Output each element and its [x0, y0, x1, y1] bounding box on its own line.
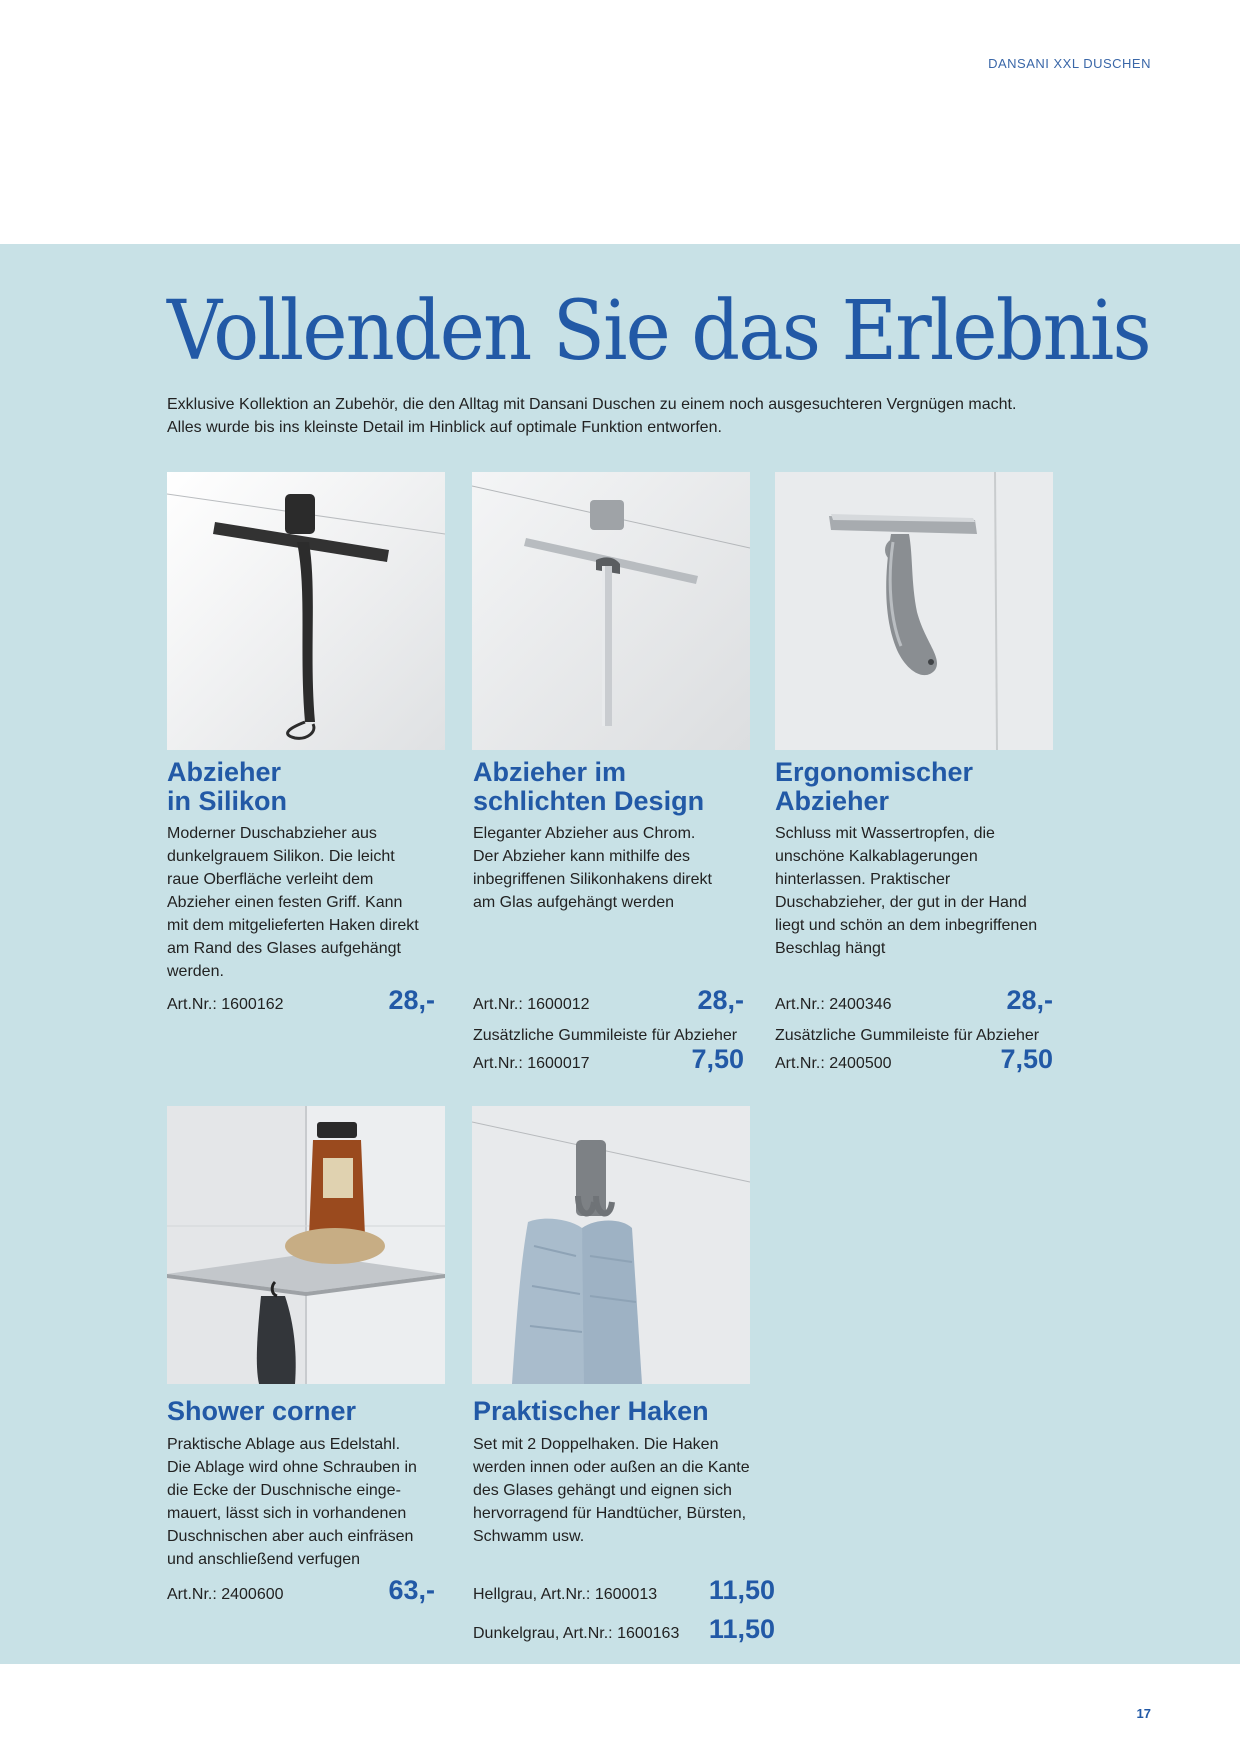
page-title: Vollenden Sie das Erlebnis	[167, 284, 1150, 379]
description-line: inbegriffenen Silikonhakens direkt	[473, 871, 712, 888]
squeegee-image	[472, 472, 750, 750]
description-line: Praktische Ablage aus Edelstahl.	[167, 1436, 401, 1453]
description-line: raue Oberfläche verleiht dem	[167, 871, 374, 888]
price: 11,50	[708, 1614, 775, 1644]
article-number: Art.Nr.: 2400346	[775, 996, 892, 1013]
product-title-line: Abzieher im	[473, 757, 627, 787]
product-title-line: Abzieher	[167, 757, 282, 787]
product-title	[473, 1397, 709, 1426]
description-line: Schwamm usw.	[473, 1528, 585, 1545]
running-header: DANSANI XXL DUSCHEN	[988, 56, 1151, 71]
description-line: am Glas aufgehängt werden	[473, 894, 675, 911]
description-line: des Glases gehängt und eignen sich	[473, 1482, 732, 1499]
product-photo-practical-hook	[472, 1106, 750, 1384]
extra-price-row	[473, 1043, 744, 1075]
extra-price-row	[775, 1043, 1053, 1075]
product-title-line: in Silikon	[167, 786, 288, 816]
article-number: Art.Nr.: 1600012	[473, 996, 590, 1013]
product-description	[473, 1433, 750, 1548]
hook-image	[472, 1106, 750, 1384]
description-line: die Ecke der Duschnische einge-	[167, 1482, 401, 1499]
squeegee-image	[167, 472, 445, 750]
price: 63,-	[388, 1575, 435, 1605]
description-line: Beschlag hängt	[775, 940, 886, 957]
description-line: hervorragend für Handtücher, Bürsten,	[473, 1505, 747, 1522]
product-photo-ergonomic-squeegee	[775, 472, 1053, 750]
description-line: Die Ablage wird ohne Schrauben in	[167, 1459, 417, 1476]
page-number: 17	[1136, 1706, 1151, 1721]
description-line: mauert, lässt sich in vorhandenen	[167, 1505, 407, 1522]
product-title	[775, 758, 973, 816]
description-line: und anschließend verfugen	[167, 1551, 361, 1568]
product-title-line: schlichten Design	[473, 786, 705, 816]
variant-row-dark-grey	[473, 1613, 775, 1645]
shower-corner-image	[167, 1106, 445, 1384]
price-row	[473, 984, 744, 1016]
product-title	[473, 758, 704, 816]
price: 28,-	[697, 985, 744, 1015]
price-row	[167, 984, 435, 1016]
product-title-line: Shower corner	[167, 1396, 357, 1426]
product-description	[775, 822, 1037, 960]
product-title	[167, 758, 287, 816]
product-description	[167, 1433, 417, 1571]
product-photo-shower-corner	[167, 1106, 445, 1384]
description-line: werden innen oder außen an die Kante	[473, 1459, 750, 1476]
product-title	[167, 1397, 356, 1426]
article-number: Art.Nr.: 2400600	[167, 1586, 284, 1603]
article-number: Art.Nr.: 2400500	[775, 1055, 892, 1072]
extra-rubber-note: Zusätzliche Gummileiste für Abzieher	[473, 1027, 738, 1044]
extra-rubber-note: Zusätzliche Gummileiste für Abzieher	[775, 1027, 1040, 1044]
variant-label: Hellgrau, Art.Nr.: 1600013	[473, 1586, 658, 1603]
description-line: am Rand des Glases aufgehängt	[167, 940, 401, 957]
price: 7,50	[1000, 1044, 1053, 1074]
intro-line: Exklusive Kollektion an Zubehör, die den Alltag mit Dansani Duschen zu einem noch ausgesuchteren Vergnügen macht.	[167, 396, 1017, 413]
description-line: dunkelgrauem Silikon. Die leicht	[167, 848, 395, 865]
variant-label: Dunkelgrau, Art.Nr.: 1600163	[473, 1625, 680, 1642]
description-line: Abzieher einen festen Griff. Kann	[167, 894, 403, 911]
description-line: Moderner Duschabzieher aus	[167, 825, 377, 842]
article-number: Art.Nr.: 1600017	[473, 1055, 590, 1072]
description-line: Der Abzieher kann mithilfe des	[473, 848, 690, 865]
price: 28,-	[1006, 985, 1053, 1015]
description-line: Eleganter Abzieher aus Chrom.	[473, 825, 696, 842]
squeegee-image	[775, 472, 1053, 750]
description-line: Duschnischen aber auch einfräsen	[167, 1528, 414, 1545]
product-title-line: Ergonomischer	[775, 757, 974, 787]
product-description	[473, 822, 712, 914]
product-title-line: Praktischer Haken	[473, 1396, 709, 1426]
intro-line: Alles wurde bis ins kleinste Detail im Hinblick auf optimale Funktion entworfen.	[167, 419, 722, 436]
description-line: hinterlassen. Praktischer	[775, 871, 951, 888]
description-line: Set mit 2 Doppelhaken. Die Haken	[473, 1436, 719, 1453]
price: 7,50	[691, 1044, 744, 1074]
price: 28,-	[388, 985, 435, 1015]
description-line: Schluss mit Wassertropfen, die	[775, 825, 995, 842]
description-line: Duschabzieher, der gut in der Hand	[775, 894, 1027, 911]
description-line: liegt und schön an dem inbegriffenen	[775, 917, 1038, 934]
variant-row-light-grey	[473, 1574, 775, 1606]
description-line: unschöne Kalkablagerungen	[775, 848, 978, 865]
description-line: mit dem mitgelieferten Haken direkt	[167, 917, 419, 934]
product-description	[167, 822, 419, 983]
product-photo-silicone-squeegee	[167, 472, 445, 750]
price: 11,50	[708, 1575, 775, 1605]
product-photo-chrome-squeegee	[472, 472, 750, 750]
intro-text	[167, 393, 1067, 439]
product-title-line: Abzieher	[775, 786, 890, 816]
article-number: Art.Nr.: 1600162	[167, 996, 284, 1013]
description-line: werden.	[167, 963, 224, 980]
price-row	[167, 1574, 435, 1606]
price-row	[775, 984, 1053, 1016]
